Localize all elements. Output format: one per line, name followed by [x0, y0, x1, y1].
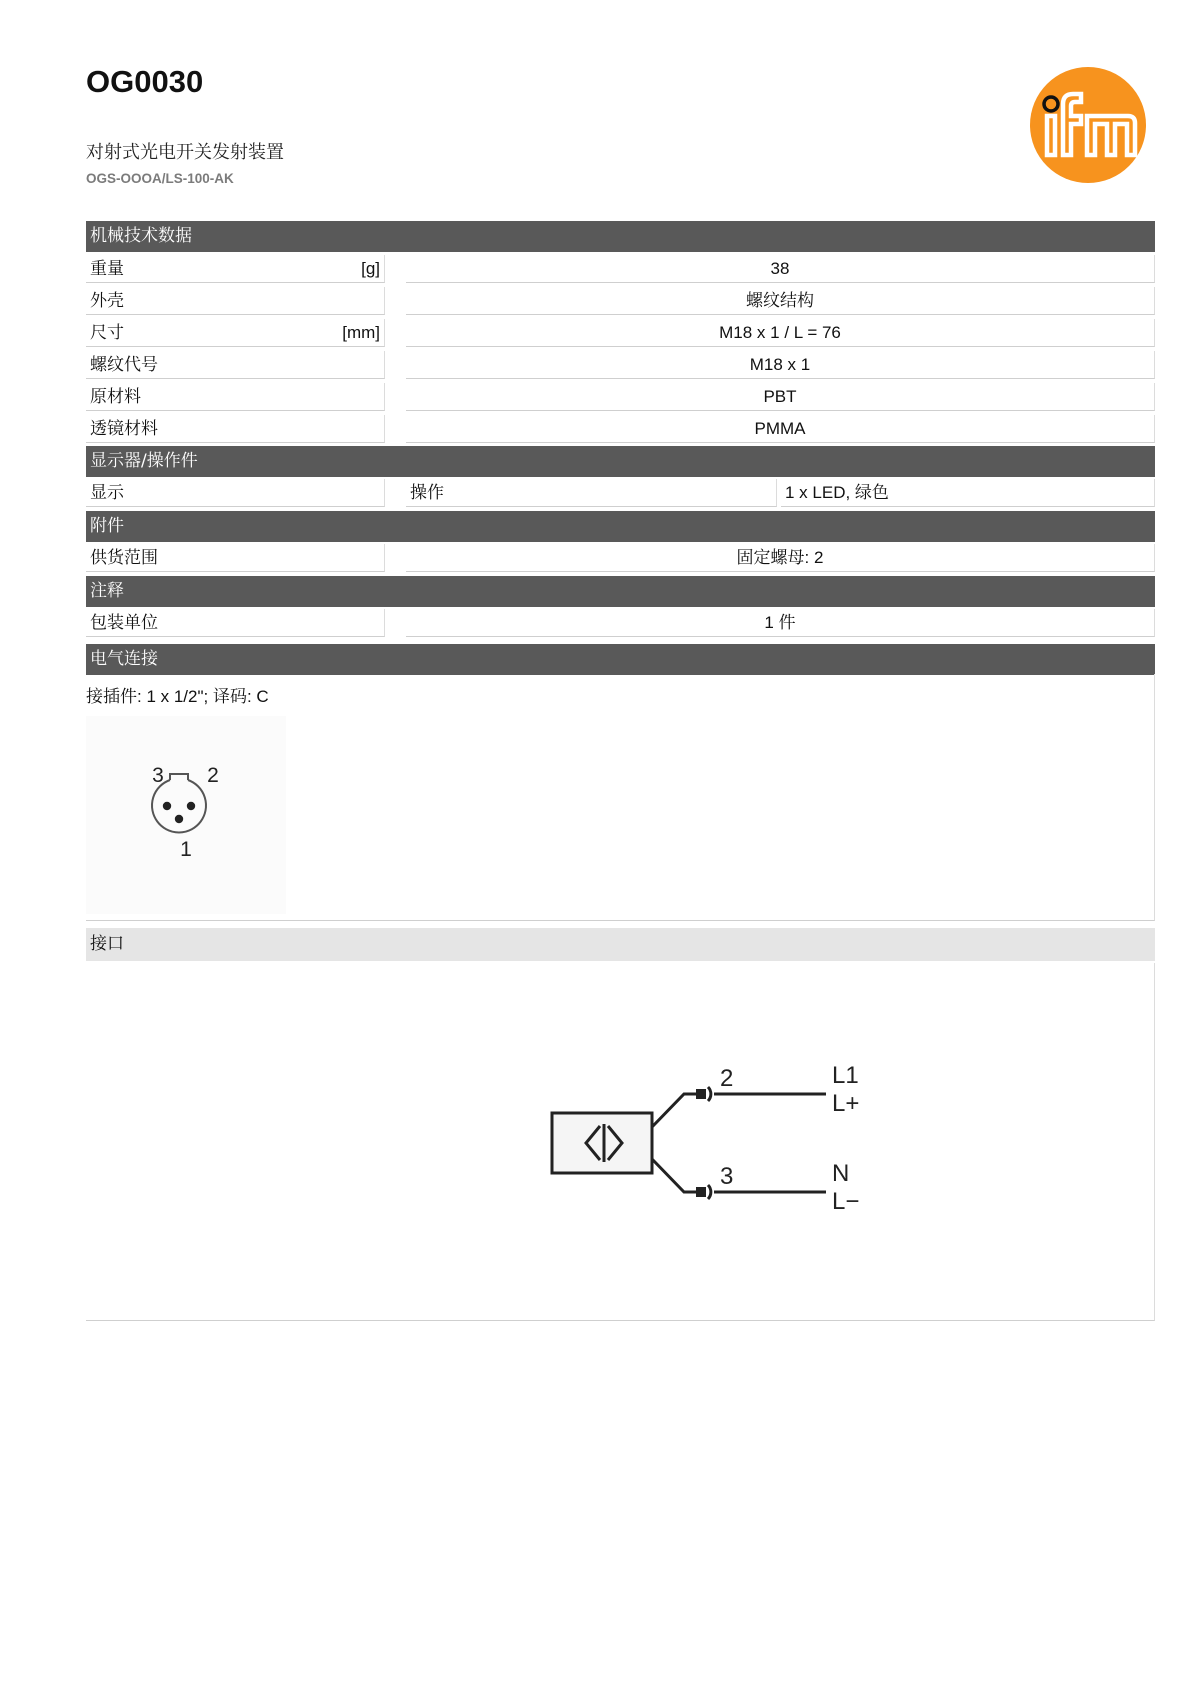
row-label: 供货范围	[86, 544, 385, 572]
row-display	[86, 479, 1155, 509]
section-interface: 接口	[86, 928, 1155, 961]
row-label-text: 透镜材料	[90, 419, 158, 439]
row-value: 1 件	[406, 609, 1155, 637]
pin-1-label: 1	[180, 838, 192, 861]
row-unit: [g]	[361, 259, 380, 278]
row-value: 固定螺母: 2	[406, 544, 1155, 572]
row-scope-of-supply	[86, 544, 1155, 574]
product-code: OGS-OOOA/LS-100-AK	[86, 171, 234, 186]
row-value: 38	[406, 255, 1155, 283]
product-subtitle: 对射式光电开关发射装置	[86, 142, 284, 163]
terminal-n-label: N	[832, 1160, 850, 1187]
row-label-text: 重量	[90, 259, 124, 279]
connector-description: 接插件: 1 x 1/2"; 译码: C	[86, 687, 269, 706]
row-label-text: 螺纹代号	[90, 355, 158, 375]
row-unit: [mm]	[342, 323, 380, 342]
section-display: 显示器/操作件	[86, 446, 1155, 477]
row-thread	[86, 351, 1155, 381]
row-value: M18 x 1 / L = 76	[406, 319, 1155, 347]
row-label	[86, 287, 385, 315]
row-value: PMMA	[406, 415, 1155, 443]
row-weight	[86, 255, 1155, 285]
row-material	[86, 383, 1155, 413]
terminal-l1-label: L1	[832, 1062, 859, 1089]
row-lens-material	[86, 415, 1155, 445]
row-sub-label: 操作	[406, 479, 777, 507]
section-mechanical: 机械技术数据	[86, 221, 1155, 252]
emitter-symbol	[552, 1113, 652, 1173]
row-label	[86, 351, 385, 379]
row-value: PBT	[406, 383, 1155, 411]
pin-3-label: 3	[152, 764, 164, 787]
row-label	[86, 415, 385, 443]
wiring-diagram	[446, 1050, 886, 1240]
terminal-lplus-label: L+	[832, 1090, 860, 1117]
section-electrical: 电气连接	[86, 644, 1155, 675]
wire-pin-3-label: 3	[720, 1163, 734, 1190]
connector-pinout-diagram	[86, 716, 286, 914]
row-label	[86, 319, 385, 347]
row-value: M18 x 1	[406, 351, 1155, 379]
pin-2-dot	[187, 802, 195, 810]
row-dimensions	[86, 319, 1155, 349]
section-accessories: 附件	[86, 511, 1155, 542]
row-label-text: 外壳	[90, 291, 124, 311]
row-label-text: 原材料	[90, 387, 141, 407]
row-label	[86, 383, 385, 411]
pin-3-dot	[163, 802, 171, 810]
pin-2-label: 2	[207, 764, 219, 787]
row-housing	[86, 287, 1155, 317]
row-packaging-unit	[86, 609, 1155, 639]
row-label: 显示	[86, 479, 385, 507]
ifm-logo	[1029, 66, 1147, 184]
terminal-lminus-label: L−	[832, 1188, 860, 1215]
row-label: 包装单位	[86, 609, 385, 637]
row-value: 螺纹结构	[406, 287, 1155, 315]
pin-1-dot	[175, 815, 183, 823]
product-title: OG0030	[86, 64, 204, 99]
section-notes: 注释	[86, 576, 1155, 607]
row-value: 1 x LED, 绿色	[781, 479, 1155, 507]
row-label-text: 尺寸	[90, 323, 124, 343]
row-label	[86, 255, 385, 283]
wire-pin-2-label: 2	[720, 1065, 734, 1092]
